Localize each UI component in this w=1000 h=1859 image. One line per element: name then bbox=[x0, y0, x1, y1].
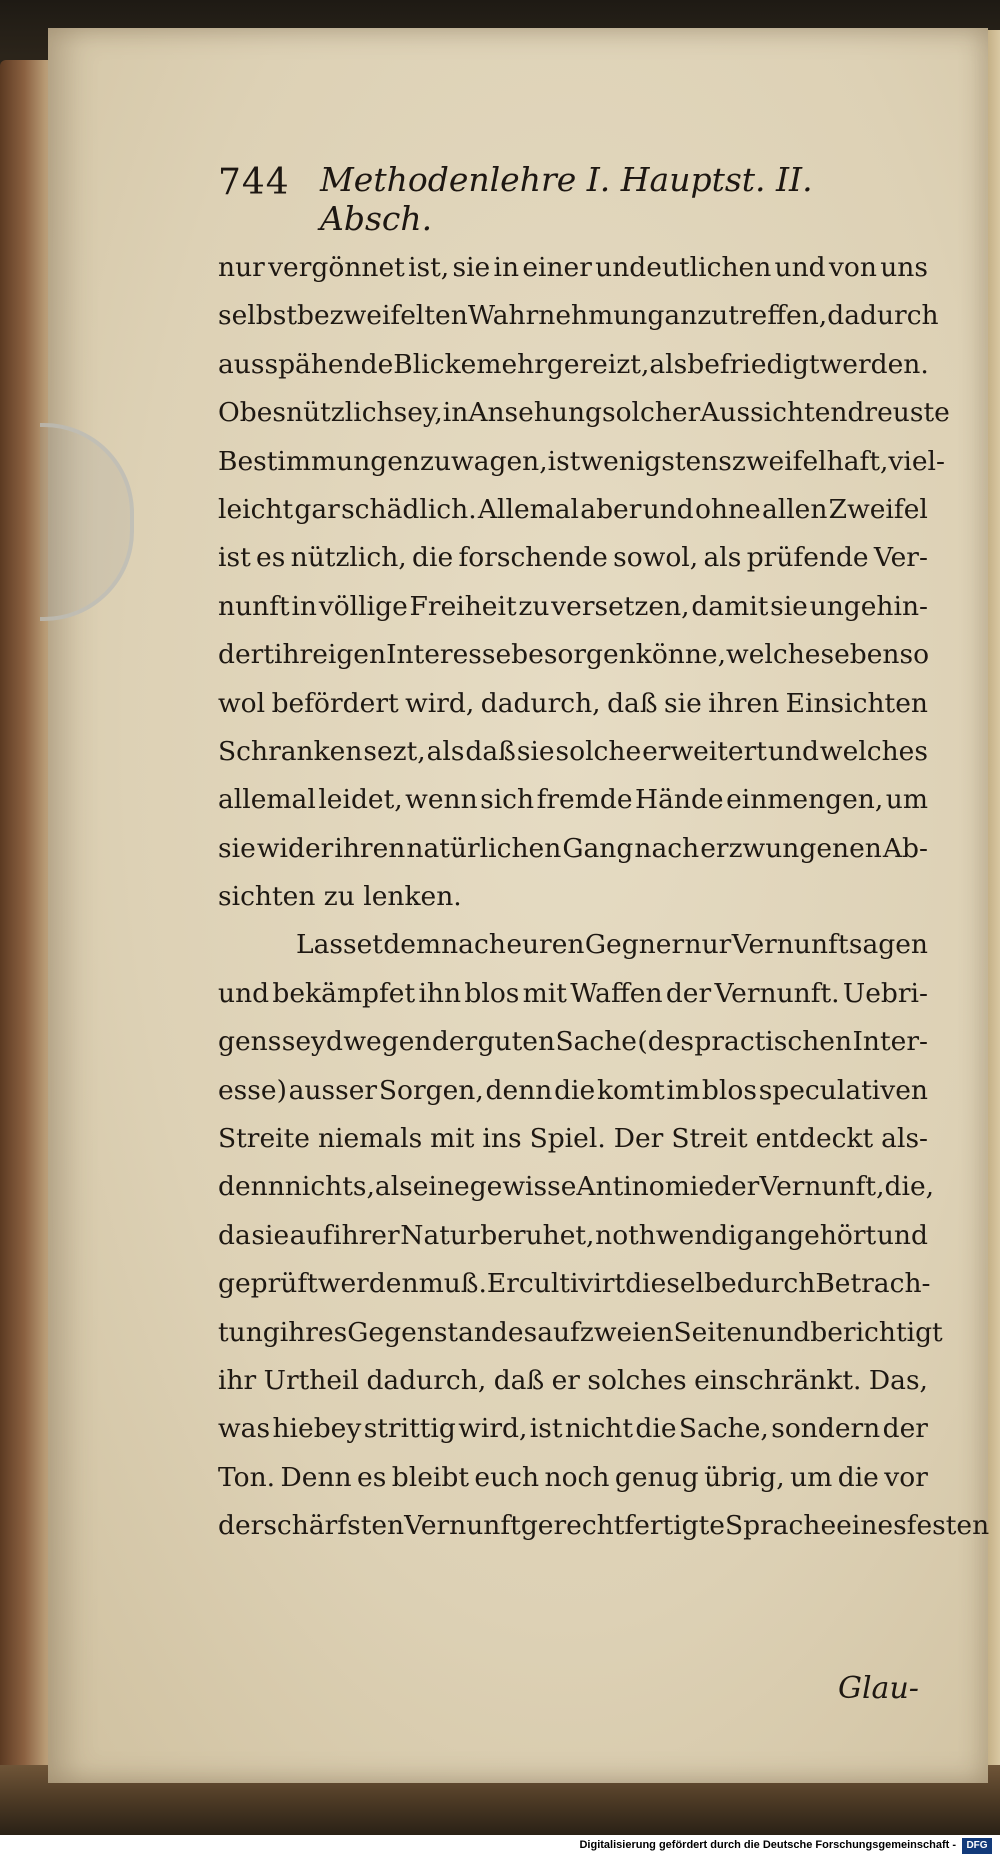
footer-credit: Digitalisierung gefördert durch die Deutsche Forschungsgemeinschaft - bbox=[579, 1839, 956, 1851]
text-line: sichten zu lenken. bbox=[218, 881, 462, 913]
text-line: selbst bezweifelten Wahrnehmung anzutreffen, dadurch bbox=[218, 300, 939, 332]
text-line: nur vergönnet ist, sie in einer undeutlichen und von uns bbox=[218, 252, 928, 283]
text-line: Schranken sezt, als daß sie solche erweitert und welches bbox=[218, 735, 928, 767]
body-text bbox=[218, 244, 990, 1551]
text-line: da sie auf ihrer Natur beruhet, nothwendig angehört und bbox=[218, 1219, 928, 1251]
footer-bar bbox=[0, 1835, 1000, 1859]
text-line: Bestimmungen zu wagen, ist wenigstens zweifelhaft, viel- bbox=[218, 445, 945, 477]
text-line: und bekämpfet ihn blos mit Waffen der Vernunft. Uebri- bbox=[218, 977, 928, 1009]
page-header bbox=[218, 152, 918, 238]
catchword: Glau- bbox=[838, 1671, 919, 1706]
text-line: Streite niemals mit ins Spiel. Der Streit entdeckt als- bbox=[218, 1123, 928, 1155]
text-line: ihr Urtheil dadurch, daß er solches einschränkt. Das, bbox=[218, 1364, 928, 1396]
page-clip bbox=[40, 423, 134, 621]
text-line: gens seyd wegen der guten Sache (des practischen Inter- bbox=[218, 1026, 928, 1058]
text-line: esse) ausser Sorgen, denn die komt im blos speculativen bbox=[218, 1074, 928, 1106]
page-number: 744 bbox=[218, 162, 290, 203]
text-line: tung ihres Gegenstandes auf zweien Seiten und berichtigt bbox=[218, 1316, 943, 1348]
text-line: ausspähende Blicke mehr gereizt, als befriedigt werden. bbox=[218, 348, 929, 380]
text-line: Ob es nützlich sey, in Ansehung solcher Aussichten dreuste bbox=[218, 397, 950, 429]
text-line: ist es nützlich, die forschende sowol, als prüfende Ver- bbox=[218, 542, 928, 574]
text-line: sie wider ihren natürlichen Gang nach erzwungenen Ab- bbox=[218, 832, 928, 864]
text-line: allemal leidet, wenn sich fremde Hände einmengen, um bbox=[218, 784, 928, 816]
text-line: der schärfsten Vernunft gerechtfertigte Sprache eines festen bbox=[218, 1510, 990, 1542]
text-line: geprüft werden muß. Er cultivirt dieselbe durch Betrach- bbox=[218, 1268, 931, 1300]
text-line: Lasset demnach euren Gegner nur Vernunft sagen bbox=[296, 929, 928, 961]
text-line: leicht gar schädlich. Allemal aber und ohne allen Zweifel bbox=[218, 493, 928, 525]
text-line: dert ihr eigen Interesse besorgen könne, welches eben so bbox=[218, 639, 930, 671]
text-line: wol befördert wird, dadurch, daß sie ihren Einsichten bbox=[218, 687, 928, 719]
text-line: denn nichts, als eine gewisse Antinomie der Vernunft, die, bbox=[218, 1171, 935, 1203]
text-line: was hiebey strittig wird, ist nicht die Sache, sondern der bbox=[218, 1413, 928, 1445]
dfg-logo: DFG bbox=[962, 1838, 992, 1854]
running-head: Methodenlehre I. Hauptst. II. Absch. bbox=[320, 160, 813, 238]
text-line: Ton. Denn es bleibt euch noch genug übrig, um die vor bbox=[218, 1461, 928, 1493]
text-line: nunft in völlige Freiheit zu versetzen, damit sie ungehin- bbox=[218, 590, 928, 622]
